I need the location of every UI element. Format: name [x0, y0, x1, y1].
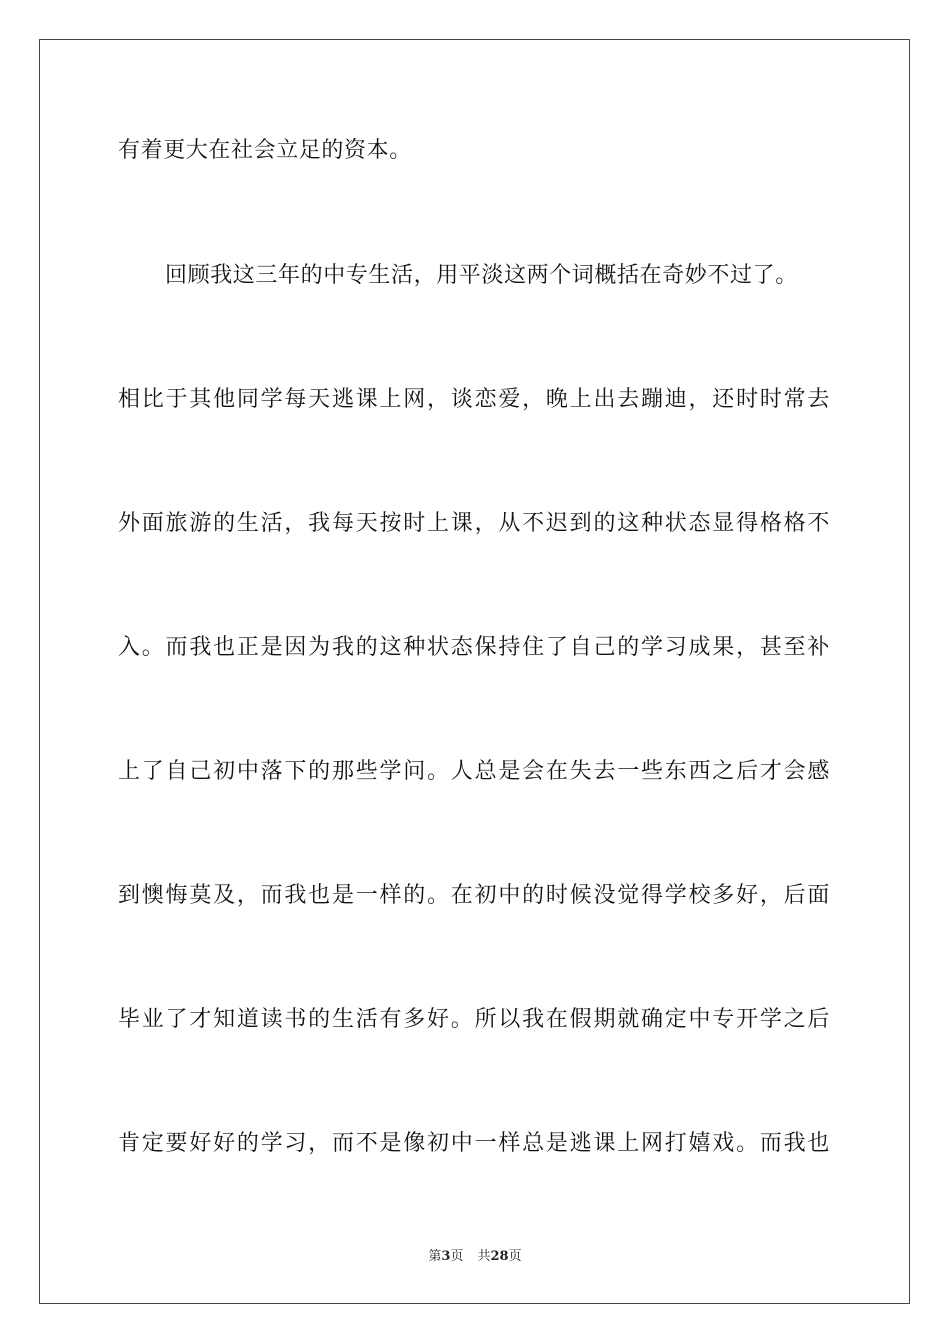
text-line-1: 有着更大在社会立足的资本。 [118, 138, 412, 163]
text-line-4: 外面旅游的生活，我每天按时上课，从不迟到的这种状态显得格格不 [118, 511, 830, 536]
text-line-9: 肯定要好好的学习，而不是像初中一样总是逃课上网打嬉戏。而我也 [118, 1131, 830, 1156]
total-label-prefix: 共 [477, 1249, 491, 1264]
current-page-number: 3 [441, 1249, 451, 1264]
total-page-count: 28 [490, 1249, 509, 1264]
text-line-3: 相比于其他同学每天逃课上网，谈恋爱，晚上出去蹦迪，还时时常去 [118, 387, 830, 412]
text-line-5: 入。而我也正是因为我的这种状态保持住了自己的学习成果，甚至补 [118, 635, 830, 660]
page-footer [0, 1248, 950, 1266]
text-line-2: 回顾我这三年的中专生活，用平淡这两个词概括在奇妙不过了。 [165, 263, 798, 288]
text-line-6: 上了自己初中落下的那些学问。人总是会在失去一些东西之后才会感 [118, 759, 830, 784]
page-label-prefix: 第 [428, 1249, 442, 1264]
text-line-7: 到懊悔莫及，而我也是一样的。在初中的时候没觉得学校多好，后面 [118, 883, 830, 908]
text-line-8: 毕业了才知道读书的生活有多好。所以我在假期就确定中专开学之后 [118, 1007, 830, 1032]
page-border [39, 39, 910, 1304]
page-label-suffix: 页 [450, 1249, 464, 1264]
total-label-suffix: 页 [508, 1249, 522, 1264]
